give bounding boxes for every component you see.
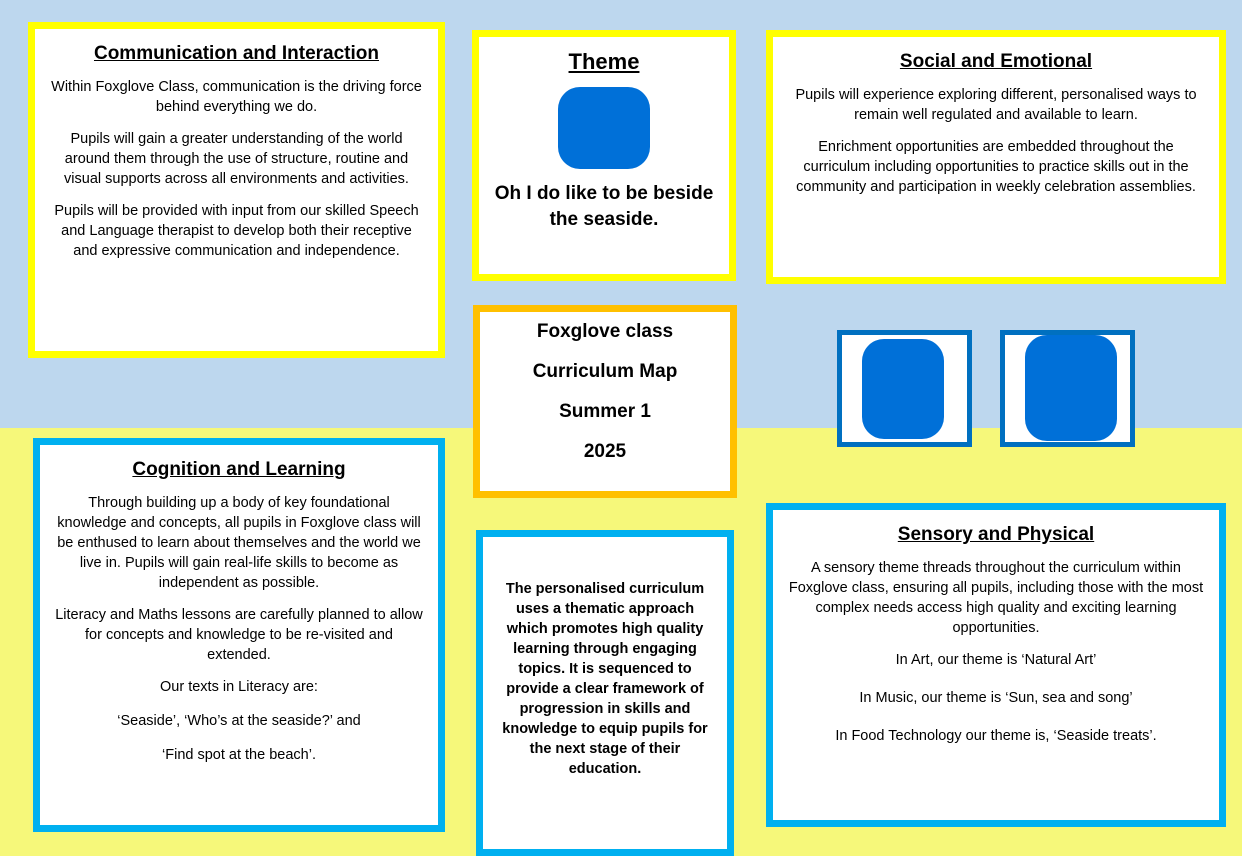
approach-box	[476, 530, 734, 856]
class-name: Foxglove class	[536, 321, 674, 342]
communication-paragraph: Pupils will be provided with input from our skilled Speech and Language therapist to develop both their receptive and expressive communication and independence.	[54, 203, 419, 259]
communication-title: Communication and Interaction	[93, 43, 380, 64]
cognition-paragraph: Literacy and Maths lessons are carefully planned to allow for concepts and knowledge to be re-visited and extended.	[55, 607, 423, 663]
social-paragraph: Pupils will experience exploring different, personalised ways to remain well regulated and available to learn.	[795, 87, 1197, 123]
photo-frame-left	[837, 330, 972, 447]
communication-box	[28, 22, 445, 358]
sensory-paragraph: In Food Technology our theme is, ‘Seaside treats’.	[835, 728, 1157, 744]
cognition-paragraph: Our texts in Literacy are:	[160, 679, 318, 695]
cognition-box	[33, 438, 445, 832]
social-paragraph: Enrichment opportunities are embedded throughout the curriculum including opportunities to practice skills out in the community and participation in weekly celebration assemblies.	[796, 139, 1196, 195]
communication-paragraph: Within Foxglove Class, communication is the driving force behind everything we do.	[51, 79, 422, 115]
sensory-box	[766, 503, 1226, 827]
curriculum-title-box	[473, 305, 737, 498]
photo-frame-right	[1000, 330, 1135, 447]
social-title: Social and Emotional	[899, 51, 1093, 72]
year-label: 2025	[583, 441, 627, 462]
cognition-paragraph: ‘Seaside’, ‘Who’s at the seaside?’ and	[117, 713, 361, 729]
sensory-paragraph: A sensory theme threads throughout the curriculum within Foxglove class, ensuring all pupils, including those with the most complex needs access high quality and exciting learning opportunities.	[788, 560, 1204, 636]
sensory-title: Sensory and Physical	[897, 524, 1095, 545]
theme-title: Theme	[568, 49, 640, 74]
communication-paragraph: Pupils will gain a greater understanding of the world around them through the use of structure, routine and visual supports across all environments and activities.	[64, 131, 409, 187]
sensory-paragraph: In Music, our theme is ‘Sun, sea and song’	[859, 690, 1133, 706]
social-box	[766, 30, 1226, 284]
theme-tagline: Oh I do like to be beside the seaside.	[494, 183, 714, 230]
curriculum-map-label: Curriculum Map	[532, 361, 678, 382]
sensory-paragraph: In Art, our theme is ‘Natural Art’	[895, 652, 1097, 668]
redacted-image-scribble	[554, 87, 654, 171]
term-label: Summer 1	[559, 401, 651, 422]
cognition-title: Cognition and Learning	[132, 459, 346, 480]
approach-text: The personalised curriculum uses a thematic approach which promotes high quality learning through engaging topics. It is sequenced to provide a clear framework of progression in skills and knowledge to equip pupils for the next stage of their education.	[502, 581, 708, 777]
cognition-paragraph: Through building up a body of key foundational knowledge and concepts, all pupils in Foxglove class will be enthused to learn about themselves and the world we live in. Pupils will gain real-life skills to become as independent as possible.	[57, 495, 421, 591]
theme-box	[472, 30, 736, 281]
cognition-paragraph: ‘Find spot at the beach’.	[162, 747, 316, 763]
